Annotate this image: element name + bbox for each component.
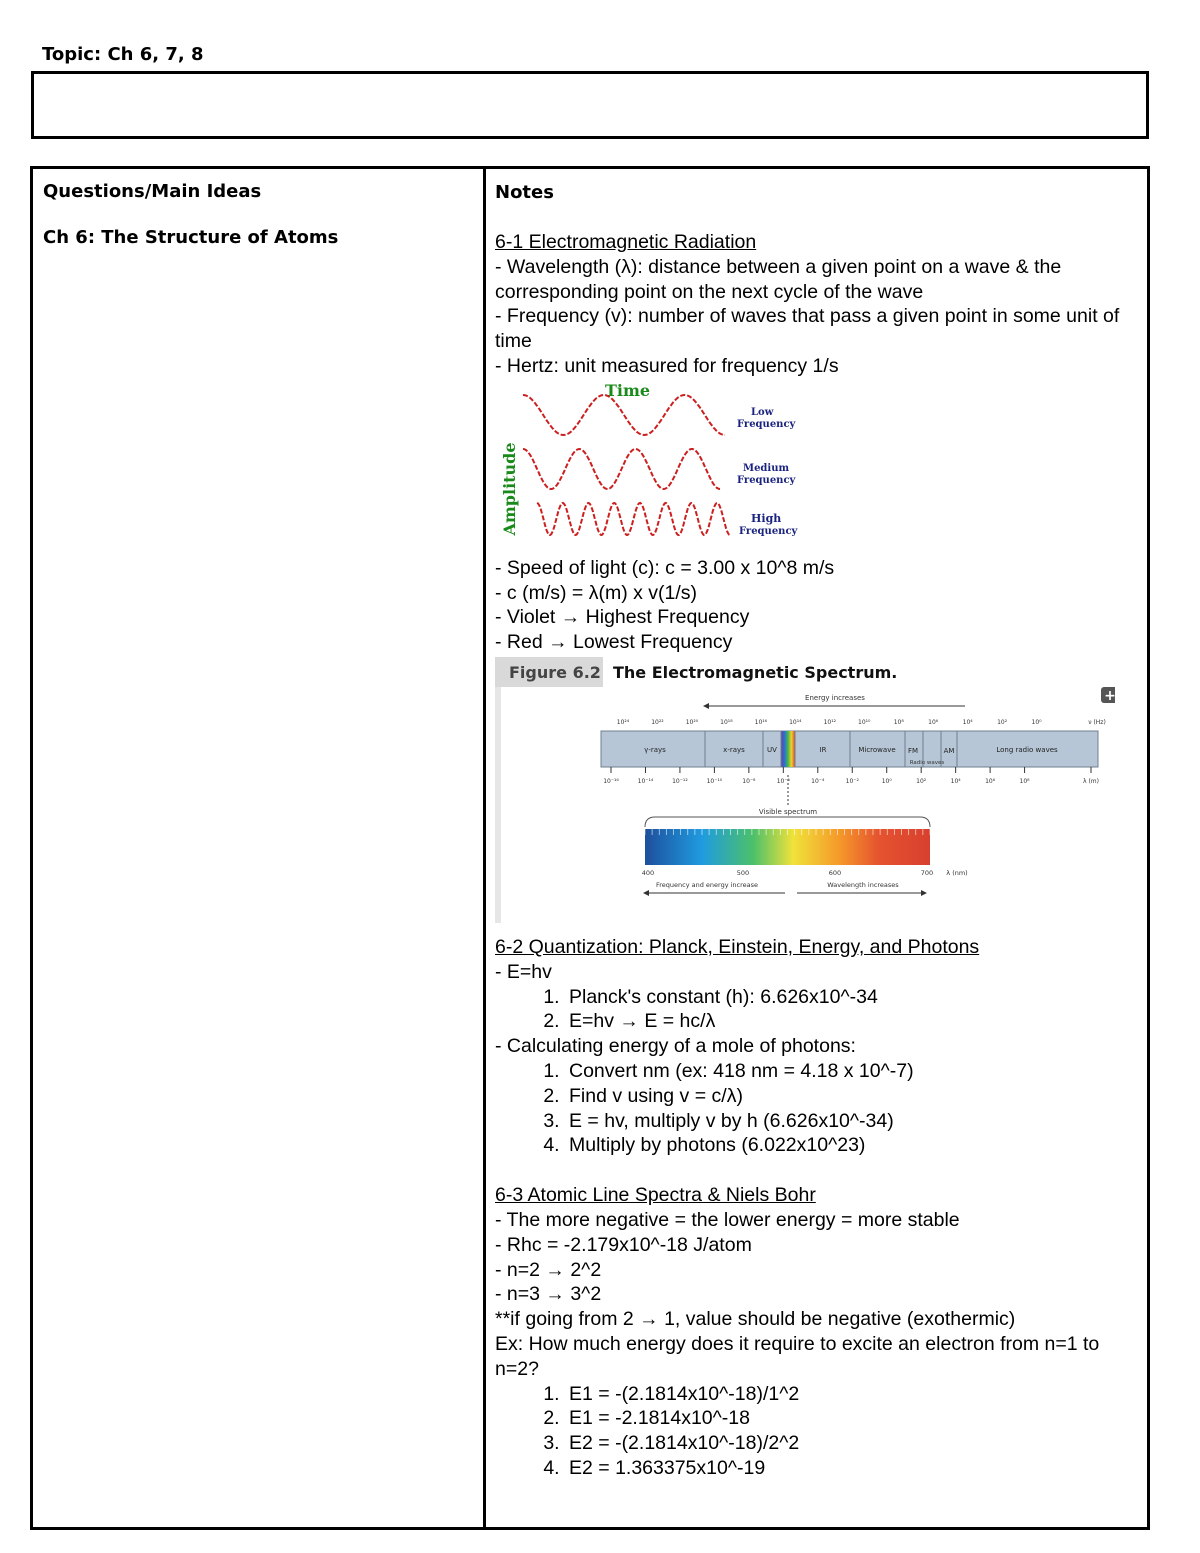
section-6-3-title: 6-3 Atomic Line Spectra & Niels Bohr <box>495 1184 816 1207</box>
questions-header: Questions/Main Ideas <box>43 181 262 202</box>
note-line: - Calculating energy of a mole of photons: <box>495 1035 856 1058</box>
note-line: - Red → Lowest Frequency <box>495 631 733 654</box>
note-line: - Speed of light (c): c = 3.00 x 10^8 m/s <box>495 556 835 579</box>
note-line: - Violet → Highest Frequency <box>495 606 750 629</box>
note-line: - Wavelength (λ): distance between a given point on a wave & the corresponding point on the next cycle of the wave <box>495 255 1062 303</box>
list-item: 1. E1 = -(2.1814x10^-18)/1^2 <box>565 1382 1135 1407</box>
frequency-increase-label: Frequency and energy increase <box>655 880 759 889</box>
section-6-2-title: 6-2 Quantization: Planck, Einstein, Energy, and Photons <box>495 935 980 958</box>
band-label: Long radio waves <box>996 745 1058 754</box>
notes-header: Notes <box>495 182 554 203</box>
frequency-tick-label: ν (Hz) <box>1088 718 1106 726</box>
note-line: - n=2 → 2^2 <box>495 1258 602 1281</box>
mole-energy-steps <box>495 1059 1135 1158</box>
wavelength-tick-label: 10⁻¹⁶ <box>603 777 619 785</box>
figure-side-bar <box>495 657 501 923</box>
medium-frequency-label-2: Frequency <box>737 474 796 486</box>
chapter-title: Ch 6: The Structure of Atoms <box>43 227 339 248</box>
topic-heading: Topic: Ch 6, 7, 8 <box>42 44 204 65</box>
wavelength-tick-label: 10⁶ <box>985 777 996 785</box>
expand-plus-glyph: + <box>1104 687 1115 704</box>
section-6-1-title: 6-1 Electromagnetic Radiation <box>495 231 757 253</box>
visible-spectrum-label: Visible spectrum <box>758 807 818 816</box>
frequency-tick-label: 10¹⁶ <box>754 718 768 726</box>
wavelength-tick-label: 10⁻⁴ <box>811 777 825 785</box>
radio-waves-label: Radio waves <box>909 759 945 766</box>
frequency-tick-label: 10² <box>997 718 1008 726</box>
time-label: Time <box>605 380 651 400</box>
list-item: 2. E=hv → E = hc/λ <box>565 1009 1135 1034</box>
list-item: 1. Planck's constant (h): 6.626x10^-34 <box>565 985 1135 1010</box>
frequency-ticks <box>617 719 1106 726</box>
list-item: 4. E2 = 1.363375x10^-19 <box>565 1456 1135 1481</box>
low-frequency-label-2: Frequency <box>737 418 796 430</box>
wavelength-tick-label: 10⁻² <box>845 777 859 785</box>
list-item: 1. Convert nm (ex: 418 nm = 4.18 x 10^-7) <box>565 1059 1135 1084</box>
wavelength-tick-label: 10⁻¹⁰ <box>706 777 723 785</box>
wavelength-tick-label: 10⁰ <box>881 777 892 785</box>
spectrum-svg <box>495 657 1115 923</box>
wavelength-tick-label: 10⁻⁶ <box>776 777 790 785</box>
low-frequency-wave <box>523 395 725 435</box>
bohr-example-steps <box>495 1382 1135 1481</box>
note-line: - Hertz: unit measured for frequency 1/s <box>495 354 839 377</box>
wave-frequency-figure <box>495 379 815 554</box>
list-item: 2. Find v using v = c/λ) <box>565 1084 1135 1109</box>
visible-band <box>781 731 795 767</box>
medium-frequency-wave <box>523 449 720 489</box>
electromagnetic-spectrum-figure <box>495 657 1115 923</box>
column-divider <box>483 169 486 1527</box>
planck-list <box>495 985 1135 1035</box>
wavelength-tick-label: 10⁴ <box>950 777 961 785</box>
wavelength-tick-label: λ (m) <box>1083 777 1099 785</box>
wavelength-increase-label: Wavelength increases <box>827 880 899 889</box>
frequency-tick-label: 10²⁰ <box>685 718 699 726</box>
note-line: - Frequency (v): number of waves that pass a given point in some unit of time <box>495 305 1120 353</box>
medium-frequency-label-1: Medium <box>743 462 790 474</box>
frequency-tick-label: 10⁰ <box>1031 718 1042 726</box>
band-label: UV <box>767 745 777 754</box>
questions-column <box>43 181 473 248</box>
frequency-tick-label: 10²⁴ <box>616 718 630 726</box>
figure-number: Figure 6.2 <box>509 662 601 682</box>
frequency-tick-label: 10¹² <box>823 718 837 726</box>
visible-tick-label: λ (nm) <box>946 868 968 877</box>
band-label: AM <box>943 746 955 755</box>
amplitude-label: Amplitude <box>500 442 519 536</box>
energy-increases-label: Energy increases <box>805 693 865 702</box>
band-label: FM <box>907 746 919 755</box>
wavelength-tick-label: 10⁻⁸ <box>742 777 756 785</box>
note-line: - c (m/s) = λ(m) x v(1/s) <box>495 581 698 604</box>
note-line: - n=3 → 3^2 <box>495 1283 602 1306</box>
note-line: Ex: How much energy does it require to excite an electron from n=1 to n=2? <box>495 1332 1100 1380</box>
note-line: - The more negative = the lower energy = more stable <box>495 1208 960 1231</box>
note-line: **if going from 2 → 1, value should be negative (exothermic) <box>495 1308 1016 1331</box>
list-item: 4. Multiply by photons (6.022x10^23) <box>565 1133 1135 1158</box>
visible-tick-label: 700 <box>920 868 934 877</box>
wavelength-tick-label: 10⁻¹² <box>672 777 688 785</box>
wavelength-tick-label: 10² <box>916 777 927 785</box>
high-frequency-wave <box>537 503 730 535</box>
frequency-tick-label: 10⁴ <box>962 718 973 726</box>
topic-box[interactable] <box>31 71 1149 139</box>
note-line: - Rhc = -2.179x10^-18 J/atom <box>495 1233 752 1256</box>
list-item: 3. E = hv, multiply v by h (6.626x10^-34) <box>565 1109 1135 1134</box>
visible-tick-label: 600 <box>828 868 842 877</box>
notes-table <box>30 166 1150 1530</box>
band-label: x-rays <box>723 745 745 754</box>
high-frequency-label-2: Frequency <box>739 525 798 537</box>
frequency-tick-label: 10²² <box>651 718 664 726</box>
note-line: - E=hv <box>495 960 552 983</box>
band-label: Microwave <box>858 745 896 754</box>
list-item: 2. E1 = -2.1814x10^-18 <box>565 1406 1135 1431</box>
visible-tick-label: 400 <box>641 868 655 877</box>
figure-title: The Electromagnetic Spectrum. <box>613 662 898 682</box>
visible-tick-label: 500 <box>736 868 750 877</box>
frequency-tick-label: 10¹⁴ <box>789 718 802 726</box>
wavelength-tick-label: 10⁻¹⁴ <box>637 777 654 785</box>
frequency-tick-label: 10⁶ <box>928 718 939 726</box>
frequency-tick-label: 10¹⁸ <box>720 718 733 726</box>
frequency-tick-label: 10¹⁰ <box>858 718 871 726</box>
notes-column <box>495 181 1135 1481</box>
band-label: γ-rays <box>644 745 666 754</box>
wavelength-tick-label: 10⁸ <box>1019 777 1030 785</box>
low-frequency-label-1: Low <box>751 406 774 418</box>
high-frequency-label-1: High <box>751 511 782 525</box>
frequency-tick-label: 10⁸ <box>893 718 904 726</box>
wave-frequency-svg <box>495 379 815 554</box>
list-item: 3. E2 = -(2.1814x10^-18)/2^2 <box>565 1431 1135 1456</box>
band-label: IR <box>819 745 827 754</box>
visible-tick-marks <box>645 829 930 835</box>
